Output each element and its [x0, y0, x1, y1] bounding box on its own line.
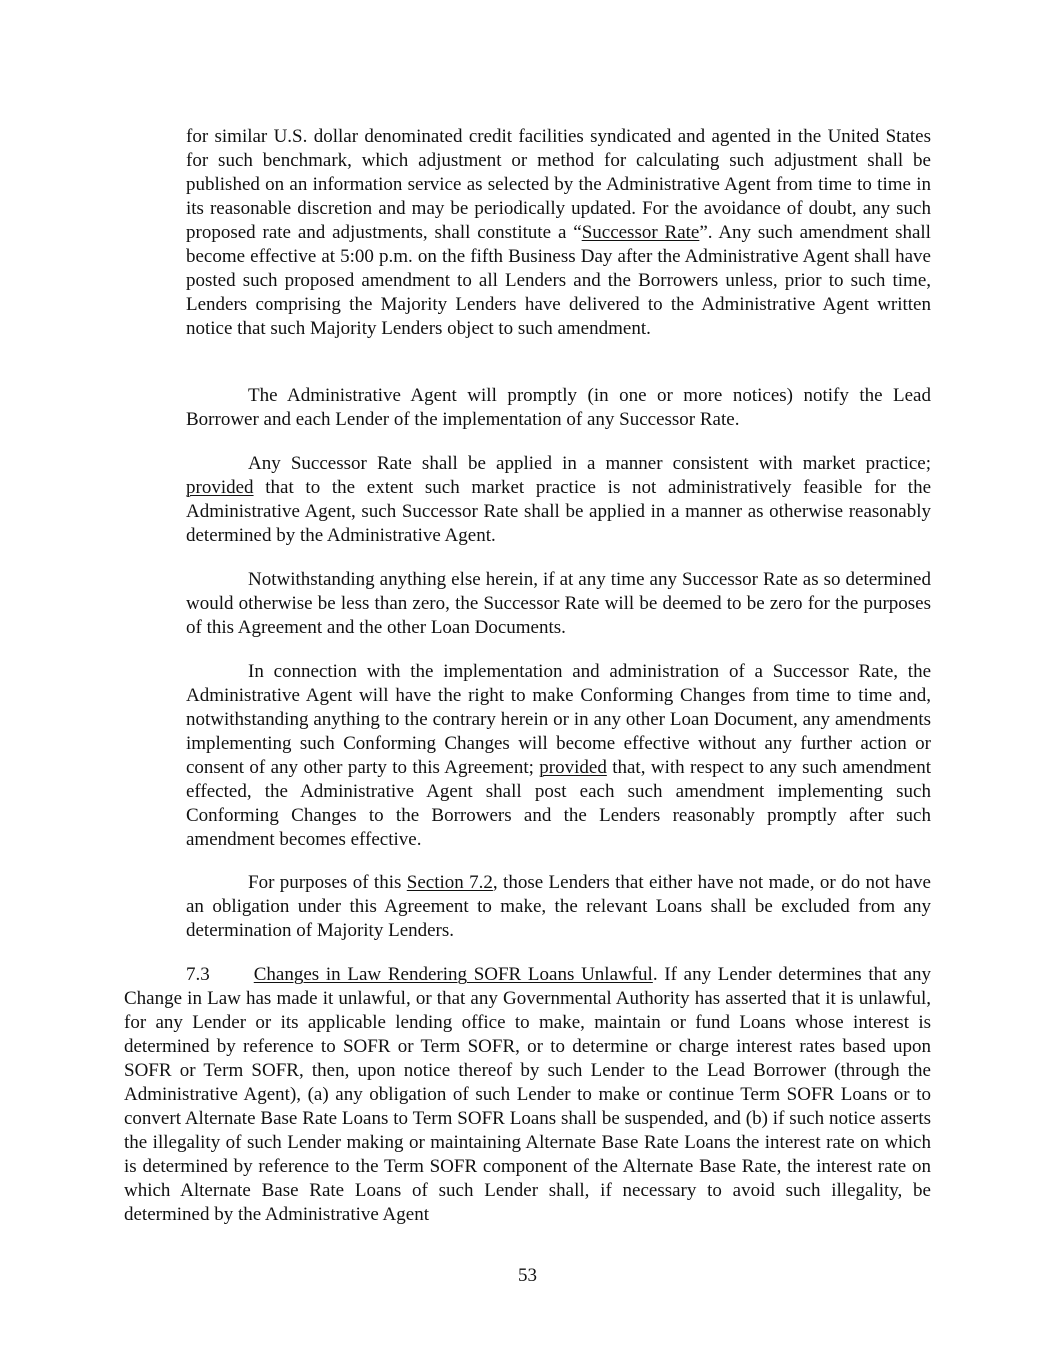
paragraph-conforming-changes — [186, 660, 931, 852]
paragraph-text: that to the extent such market practice is not administratively feasible for the Administrative Agent, such Successor Rate shall be applied in a manner as otherwise reasonably determined by the Administrative Agent. — [186, 477, 931, 546]
section-reference: Section 7.2 — [406, 872, 493, 893]
provided-term: provided — [539, 757, 607, 778]
paragraph-text: ”. Any such amendment shall become effective at 5:00 p.m. on the fifth Business Day after the Administrative Agent shall have posted such proposed amendment to all Lenders and the Borrowers unless, prior to such time, Lenders comprising the Majority Lenders have delivered to the Administrative Agent written notice that such Majority Lenders object to such amendment. — [186, 222, 931, 339]
section-heading: Changes in Law Rendering SOFR Loans Unlawful — [253, 964, 653, 985]
section-number: 7.3 — [186, 964, 210, 985]
paragraph-text: The Administrative Agent will promptly (in one or more notices) notify the Lead Borrower and each Lender of the implementation of any Successor Rate. — [186, 385, 931, 430]
paragraph-text: Notwithstanding anything else herein, if at any time any Successor Rate as so determined would otherwise be less than zero, the Successor Rate will be deemed to be zero for the purposes of this Agreement and the other Loan Documents. — [186, 569, 931, 638]
paragraph-text: For purposes of this — [248, 872, 407, 893]
paragraph-text: that, with respect to any such amendment effected, the Administrative Agent shall post each such amendment implementing such Conforming Changes to the Borrowers and the Lenders reasonably promptly after such amendment becomes effective. — [186, 757, 931, 850]
provided-term: provided — [186, 477, 254, 498]
paragraph-text: Any Successor Rate shall be applied in a manner consistent with market practice; — [248, 453, 931, 474]
paragraph-majority-lenders-exclusion — [186, 871, 931, 943]
paragraph-text: In connection with the implementation and administration of a Successor Rate, the Administrative Agent will have the right to make Conforming Changes from time to time and, notwithstanding anything to the contrary herein or in any other Loan Document, any amendments implementing such Conforming Changes will become effective without any further action or consent of any other party to this Agreement; — [186, 661, 931, 778]
defined-term-successor-rate: Successor Rate — [581, 222, 700, 243]
paragraph-notice-of-implementation — [186, 384, 931, 432]
paragraph-text: , those Lenders that either have not made, or do not have an obligation under this Agreement to make, the relevant Loans shall be excluded from any determination of Majority Lenders. — [186, 872, 931, 941]
page-number: 53 — [518, 1265, 537, 1286]
paragraph-text: for similar U.S. dollar denominated credit facilities syndicated and agented in the United States for such benchmark, which adjustment or method for calculating such adjustment shall be published on an information service as selected by the Administrative Agent from time to time in its reasonable discretion and may be periodically updated. For the avoidance of doubt, any such proposed rate and adjustments, shall constitute a “ — [186, 126, 931, 243]
paragraph-zero-floor — [186, 568, 931, 640]
paragraph-text: . If any Lender determines that any Change in Law has made it unlawful, or that any Governmental Authority has asserted that it is unlawful, for any Lender or its applicable lending office to make, maintain or fund Loans whose interest is determined by reference to SOFR or Term SOFR, or to determine or charge interest rates based upon SOFR or Term SOFR, then, upon notice thereof by such Lender to the Lead Borrower (through the Administrative Agent), (a) any obligation of such Lender to make or continue Term SOFR Loans or to convert Alternate Base Rate Loans to Term SOFR Loans shall be suspended, and (b) if such notice asserts the illegality of such Lender making or maintaining Alternate Base Rate Loans the interest rate on which is determined by reference to the Term SOFR component of the Alternate Base Rate, the interest rate on which Alternate Base Rate Loans of such Lender shall, if necessary to avoid such illegality, be determined by the Administrative Agent — [124, 964, 932, 1225]
paragraph-market-practice — [186, 452, 931, 548]
paragraph-successor-rate-adjustment — [186, 125, 931, 341]
paragraph-section-7-3 — [124, 963, 931, 1227]
